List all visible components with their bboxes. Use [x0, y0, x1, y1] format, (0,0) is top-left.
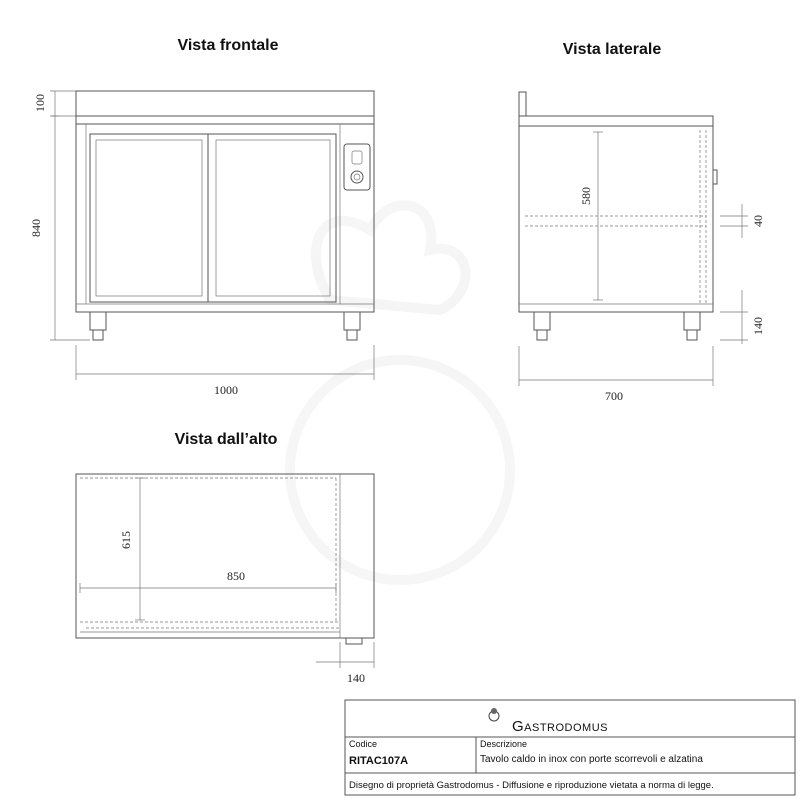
- description-label: Descrizione: [480, 739, 528, 749]
- top-width-dim: 850: [227, 569, 245, 583]
- brand-name: Gastrodomus: [511, 718, 609, 735]
- product-description: Tavolo caldo in inox con porte scorrevoli e alzatina: [480, 754, 703, 765]
- code-label: Codice: [349, 739, 378, 749]
- side-leg-dim: 140: [751, 317, 765, 335]
- side-view: [519, 92, 717, 340]
- side-inner-height-dim: 580: [579, 187, 593, 205]
- top-view-title: Vista dall’alto: [174, 431, 278, 448]
- front-dimensions: [29, 91, 374, 397]
- front-width-dim: 1000: [214, 383, 238, 397]
- top-depth-dim: 615: [119, 531, 133, 549]
- title-block: [345, 700, 795, 795]
- top-offset-dim: 140: [347, 671, 365, 685]
- side-view-title: Vista laterale: [562, 41, 662, 58]
- front-height-dim: 840: [29, 219, 43, 237]
- top-dimensions: [316, 642, 374, 685]
- gastrodomus-logo-icon: [489, 708, 499, 721]
- side-dimensions: [519, 204, 765, 403]
- side-shelf-dim: 40: [751, 215, 765, 227]
- watermark-logo: [290, 205, 510, 580]
- product-code: RITAC107A: [349, 755, 409, 767]
- side-width-dim: 700: [605, 389, 623, 403]
- front-top-height-dim: 100: [33, 94, 47, 112]
- copyright-notice: Disegno di proprietà Gastrodomus - Diffusione e riproduzione vietata a norma di legge.: [349, 780, 714, 791]
- front-view-title: Vista frontale: [177, 37, 279, 54]
